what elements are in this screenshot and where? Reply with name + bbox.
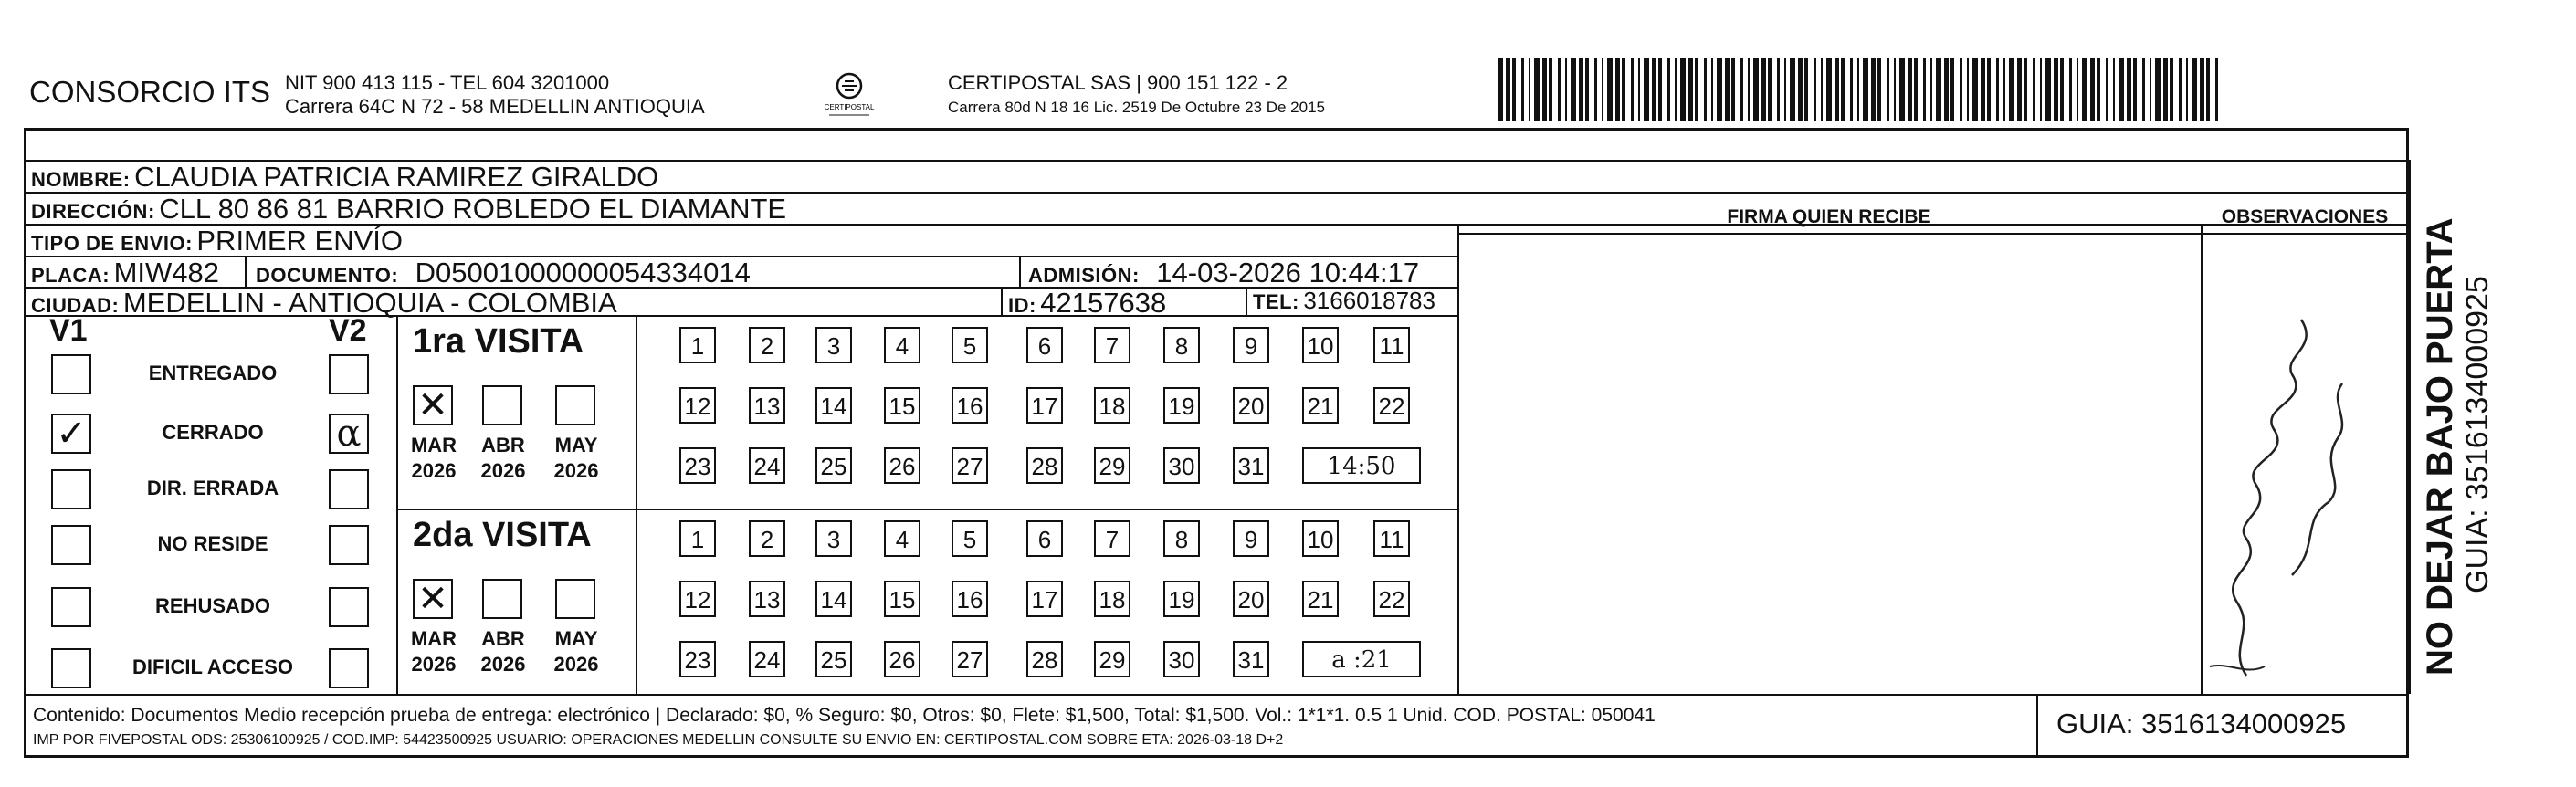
day-box[interactable]: 24 <box>749 641 785 677</box>
barcode-bar <box>1521 58 1524 121</box>
barcode-bar <box>1579 58 1583 121</box>
ciudad-label: CIUDAD: <box>31 294 120 317</box>
month-checkbox[interactable] <box>555 579 595 619</box>
barcode-bar <box>2155 58 2161 121</box>
barcode-bar <box>1936 58 1941 121</box>
day-box[interactable]: 14 <box>815 581 852 617</box>
barcode-bar <box>1887 58 1889 121</box>
barcode-bar <box>1558 58 1561 121</box>
day-box[interactable]: 12 <box>679 387 716 424</box>
day-box[interactable]: 22 <box>1373 387 1410 424</box>
courier-line-2: Carrera 80d N 18 16 Lic. 2519 De Octubre 23 De 2015 <box>948 99 1325 116</box>
day-box[interactable]: 1 <box>679 520 716 557</box>
day-box[interactable]: 3 <box>815 520 852 557</box>
visit-title: 2da VISITA <box>413 516 592 554</box>
v1-checkbox[interactable] <box>51 525 91 565</box>
visit-title: 1ra VISITA <box>413 322 584 361</box>
year-label: 2026 <box>553 459 599 482</box>
barcode-bar <box>1814 58 1816 121</box>
day-box[interactable]: 28 <box>1026 641 1063 677</box>
barcode-bar <box>2200 58 2204 121</box>
barcode-bar <box>1821 58 1823 121</box>
day-box[interactable]: 22 <box>1373 581 1410 617</box>
barcode-bar <box>1565 58 1567 121</box>
v2-checkbox[interactable] <box>329 525 369 565</box>
barcode-bar <box>2113 58 2115 121</box>
barcode-bar <box>1930 58 1932 121</box>
barcode-bar <box>1777 58 1780 121</box>
barcode-bar <box>1748 58 1750 121</box>
day-box[interactable]: 9 <box>1233 327 1269 363</box>
year-label: 2026 <box>411 459 457 482</box>
barcode-bar <box>1675 58 1677 121</box>
day-box[interactable]: 14 <box>815 387 852 424</box>
barcode-bar <box>2142 58 2145 121</box>
barcode-bar <box>1631 58 1634 121</box>
admision-value: 14-03-2026 10:44:17 <box>1156 257 1420 289</box>
company-line-1: NIT 900 413 115 - TEL 604 3201000 <box>285 71 610 94</box>
v1-check-mark: ✓ <box>56 413 87 455</box>
signature-scribble <box>2192 301 2365 685</box>
barcode-bar <box>1594 58 1597 121</box>
day-box[interactable]: 3 <box>815 327 852 363</box>
barcode-bar <box>2033 58 2035 121</box>
tipo-envio-value: PRIMER ENVÍO <box>196 225 404 257</box>
day-box[interactable]: 7 <box>1094 327 1130 363</box>
barcode-bar <box>1506 58 1510 121</box>
barcode-bar <box>1753 58 1759 121</box>
barcode-bar <box>1607 58 1613 121</box>
day-box[interactable]: 24 <box>749 447 785 484</box>
barcode-bar <box>2090 58 2095 121</box>
barcode-bar <box>2106 58 2108 121</box>
barcode-bar <box>1688 58 1693 121</box>
month-checkbox[interactable] <box>555 385 595 425</box>
barcode-bar <box>2003 58 2005 121</box>
company-name: CONSORCIO ITS <box>29 75 271 109</box>
id-value: 42157638 <box>1040 287 1167 319</box>
day-box[interactable]: 29 <box>1094 641 1130 677</box>
barcode-bar <box>1950 58 1954 121</box>
day-box[interactable]: 19 <box>1163 387 1200 424</box>
barcode-bar <box>2206 58 2210 121</box>
barcode-bar <box>2119 58 2124 121</box>
footer-contenido: Contenido: Documentos Medio recepción prueba de entrega: electrónico | Declarado: $0, % Seguro: $0, Otros: $0, Flete: $1,500, Total: $1,500. Vol.: 1*1*1. 0.5 1 Unid. COD. POSTAL: 050041 <box>33 705 1656 726</box>
barcode-bar <box>1987 58 1991 121</box>
month-label: ABR <box>481 434 525 456</box>
barcode-bar <box>1857 58 1859 121</box>
barcode-bar <box>2163 58 2168 121</box>
v2-checkbox[interactable] <box>329 648 369 688</box>
barcode-bar <box>1638 58 1640 121</box>
day-box[interactable]: 17 <box>1026 387 1063 424</box>
v1-label: V1 <box>49 313 88 348</box>
certipostal-logo-icon <box>822 66 877 121</box>
barcode-bar <box>1529 58 1530 121</box>
barcode-bar <box>1571 58 1576 121</box>
day-box[interactable]: 11 <box>1373 520 1410 557</box>
month-label: MAY <box>554 434 598 456</box>
month-label: ABR <box>481 627 525 650</box>
barcode-bar <box>1512 58 1516 121</box>
barcode-bar <box>2215 58 2218 121</box>
tel-label: TEL: <box>1253 290 1299 313</box>
barcode-bar <box>2186 58 2188 121</box>
v1-checkbox[interactable] <box>51 648 91 688</box>
day-box[interactable]: 2 <box>749 520 785 557</box>
day-box[interactable]: 2 <box>749 327 785 363</box>
barcode-bar <box>2069 58 2072 121</box>
barcode-bar <box>1740 58 1743 121</box>
status-option-label: REHUSADO <box>155 594 270 617</box>
visit-time: a :21 <box>1302 641 1421 677</box>
courier-line-1: CERTIPOSTAL SAS | 900 151 122 - 2 <box>948 71 1288 94</box>
day-box[interactable]: 27 <box>952 447 988 484</box>
day-box[interactable]: 6 <box>1026 520 1063 557</box>
barcode-bar <box>1923 58 1926 121</box>
barcode-bar <box>1658 58 1662 121</box>
direccion-value: CLL 80 86 81 BARRIO ROBLEDO EL DIAMANTE <box>159 193 787 225</box>
month-label: MAR <box>410 434 457 456</box>
barcode-bar <box>1798 58 1803 121</box>
month-label: MAY <box>554 627 598 650</box>
v2-checkbox[interactable] <box>329 354 369 394</box>
day-box[interactable]: 18 <box>1094 387 1130 424</box>
status-option-label: NO RESIDE <box>157 532 268 555</box>
barcode-bar <box>1914 58 1918 121</box>
day-box[interactable]: 4 <box>884 520 920 557</box>
day-box[interactable]: 10 <box>1302 327 1339 363</box>
barcode-bar <box>2082 58 2087 121</box>
v2-checkbox[interactable] <box>329 469 369 509</box>
barcode-bar <box>1542 58 1547 121</box>
barcode-bar <box>1717 58 1722 121</box>
day-box[interactable]: 19 <box>1163 581 1200 617</box>
day-box[interactable]: 23 <box>679 447 716 484</box>
day-box[interactable]: 26 <box>884 447 920 484</box>
day-box[interactable]: 21 <box>1302 581 1339 617</box>
barcode-bar <box>2024 58 2027 121</box>
barcode-bar <box>1680 58 1686 121</box>
barcode-bar <box>1585 58 1589 121</box>
barcode-bar <box>2060 58 2064 121</box>
barcode-bar <box>2054 58 2058 121</box>
v1-checkbox[interactable] <box>51 469 91 509</box>
day-box[interactable]: 6 <box>1026 327 1063 363</box>
direccion-label: DIRECCIÓN: <box>31 200 155 223</box>
barcode-bar <box>1899 58 1905 121</box>
day-box[interactable]: 26 <box>884 641 920 677</box>
barcode-bar <box>2045 58 2051 121</box>
placa-value: MIW482 <box>113 257 219 289</box>
day-box[interactable]: 27 <box>952 641 988 677</box>
day-box[interactable]: 7 <box>1094 520 1130 557</box>
nombre-label: NOMBRE: <box>31 168 131 191</box>
v2-checkbox[interactable] <box>329 587 369 627</box>
day-box[interactable]: 25 <box>815 447 852 484</box>
day-box[interactable]: 17 <box>1026 581 1063 617</box>
barcode-bar <box>1850 58 1853 121</box>
footer-imp: IMP POR FIVEPOSTAL ODS: 25306100925 / COD.IMP: 54423500925 USUARIO: OPERACIONES MEDELLIN CONSULTE SU ENVIO EN: CERTIPOSTAL.COM SOBRE ETA: 2026-03-18 D+2 <box>33 732 1284 748</box>
barcode-bar <box>1725 58 1730 121</box>
month-mark: ✕ <box>417 384 448 426</box>
v1-checkbox[interactable] <box>51 354 91 394</box>
v1-checkbox[interactable] <box>51 587 91 627</box>
status-option-label: DIR. ERRADA <box>146 477 279 499</box>
barcode-bar <box>1877 58 1881 121</box>
month-label: MAR <box>410 627 457 650</box>
barcode-bar <box>1981 58 1985 121</box>
barcode-bar <box>1996 58 1999 121</box>
day-box[interactable]: 15 <box>884 581 920 617</box>
barcode-bar <box>1498 58 1503 121</box>
day-box[interactable]: 25 <box>815 641 852 677</box>
year-label: 2026 <box>411 653 457 676</box>
ciudad-value: MEDELLIN - ANTIOQUIA - COLOMBIA <box>122 287 617 319</box>
barcode-bar <box>1804 58 1808 121</box>
barcode-bar <box>1972 58 1978 121</box>
placa-label: PLACA: <box>31 264 110 287</box>
svg-text:CERTIPOSTAL: CERTIPOSTAL <box>824 103 875 111</box>
barcode-bar <box>1704 58 1707 121</box>
barcode-bar <box>2040 58 2042 121</box>
day-box[interactable]: 23 <box>679 641 716 677</box>
footer-guia: GUIA: 3516134000925 <box>2056 708 2347 740</box>
barcode-bar <box>2017 58 2022 121</box>
day-box[interactable]: 21 <box>1302 387 1339 424</box>
day-box[interactable]: 8 <box>1163 520 1200 557</box>
day-box[interactable]: 11 <box>1373 327 1410 363</box>
barcode-bar <box>1841 58 1845 121</box>
barcode-bar <box>1908 58 1912 121</box>
barcode-bar <box>1960 58 1962 121</box>
id-label: ID: <box>1008 294 1036 317</box>
tel-value: 3166018783 <box>1303 287 1435 314</box>
status-option-label: CERRADO <box>162 421 264 444</box>
firma-header: FIRMA QUIEN RECIBE <box>1727 206 1931 227</box>
side-warning: NO DEJAR BAJO PUERTA <box>2420 217 2460 676</box>
barcode-bar <box>1711 58 1713 121</box>
day-box[interactable]: 30 <box>1163 641 1200 677</box>
visit-time: 14:50 <box>1302 447 1421 484</box>
barcode-bar <box>1667 58 1670 121</box>
barcode-bar <box>1871 58 1876 121</box>
day-box[interactable]: 29 <box>1094 447 1130 484</box>
barcode-bar <box>2127 58 2131 121</box>
v2-check-mark: α <box>336 413 362 455</box>
nombre-value: CLAUDIA PATRICIA RAMIREZ GIRALDO <box>134 161 659 193</box>
barcode-bar <box>1622 58 1625 121</box>
day-box[interactable]: 16 <box>952 387 988 424</box>
barcode-bar <box>1863 58 1868 121</box>
day-box[interactable]: 20 <box>1233 387 1269 424</box>
day-box[interactable]: 30 <box>1163 447 1200 484</box>
barcode-bar <box>2077 58 2078 121</box>
day-box[interactable]: 5 <box>952 327 988 363</box>
day-box[interactable]: 28 <box>1026 447 1063 484</box>
company-line-2: Carrera 64C N 72 - 58 MEDELLIN ANTIOQUIA <box>285 95 705 118</box>
month-checkbox[interactable] <box>482 579 522 619</box>
side-guia: GUIA: 3516134000925 <box>2460 276 2495 593</box>
day-box[interactable]: 16 <box>952 581 988 617</box>
barcode-bar <box>1602 58 1603 121</box>
barcode-bar <box>1761 58 1766 121</box>
year-label: 2026 <box>480 459 526 482</box>
day-box[interactable]: 9 <box>1233 520 1269 557</box>
month-checkbox[interactable] <box>482 385 522 425</box>
barcode-bar <box>2097 58 2100 121</box>
v2-label: V2 <box>329 313 367 348</box>
day-box[interactable]: 13 <box>749 387 785 424</box>
barcode-bar <box>1644 58 1649 121</box>
barcode-bar <box>1835 58 1839 121</box>
barcode-bar <box>1652 58 1656 121</box>
barcode-bar <box>1790 58 1795 121</box>
year-label: 2026 <box>553 653 599 676</box>
day-box[interactable]: 31 <box>1233 641 1269 677</box>
barcode-bar <box>1784 58 1786 121</box>
barcode-bar <box>1768 58 1772 121</box>
day-box[interactable]: 8 <box>1163 327 1200 363</box>
barcode-bar <box>1826 58 1832 121</box>
barcode-bar <box>2150 58 2151 121</box>
day-box[interactable]: 18 <box>1094 581 1130 617</box>
day-box[interactable]: 13 <box>749 581 785 617</box>
barcode-bar <box>2133 58 2137 121</box>
day-box[interactable]: 31 <box>1233 447 1269 484</box>
documento-label: DOCUMENTO: <box>256 264 399 287</box>
tipo-envio-label: TIPO DE ENVIO: <box>31 232 193 255</box>
status-option-label: DIFICIL ACCESO <box>131 656 293 678</box>
day-box[interactable]: 1 <box>679 327 716 363</box>
barcode-bar <box>1944 58 1949 121</box>
barcode-bar <box>1615 58 1620 121</box>
month-mark: ✕ <box>417 578 448 620</box>
barcode-bar <box>1967 58 1969 121</box>
barcode-bar <box>1534 58 1540 121</box>
barcode-bar <box>2170 58 2173 121</box>
year-label: 2026 <box>480 653 526 676</box>
admision-label: ADMISIÓN: <box>1028 264 1140 287</box>
barcode-bar <box>2192 58 2197 121</box>
documento-value: D05001000000054334014 <box>415 257 751 289</box>
barcode-bar <box>1549 58 1552 121</box>
status-option-label: ENTREGADO <box>148 362 278 384</box>
barcode <box>1498 58 2228 121</box>
observaciones-header: OBSERVACIONES <box>2221 206 2389 227</box>
day-box[interactable]: 5 <box>952 520 988 557</box>
day-box[interactable]: 15 <box>884 387 920 424</box>
day-box[interactable]: 4 <box>884 327 920 363</box>
barcode-bar <box>2179 58 2182 121</box>
barcode-bar <box>1731 58 1735 121</box>
day-box[interactable]: 20 <box>1233 581 1269 617</box>
day-box[interactable]: 10 <box>1302 520 1339 557</box>
day-box[interactable]: 12 <box>679 581 716 617</box>
barcode-bar <box>1894 58 1896 121</box>
barcode-bar <box>2009 58 2014 121</box>
barcode-bar <box>1695 58 1698 121</box>
